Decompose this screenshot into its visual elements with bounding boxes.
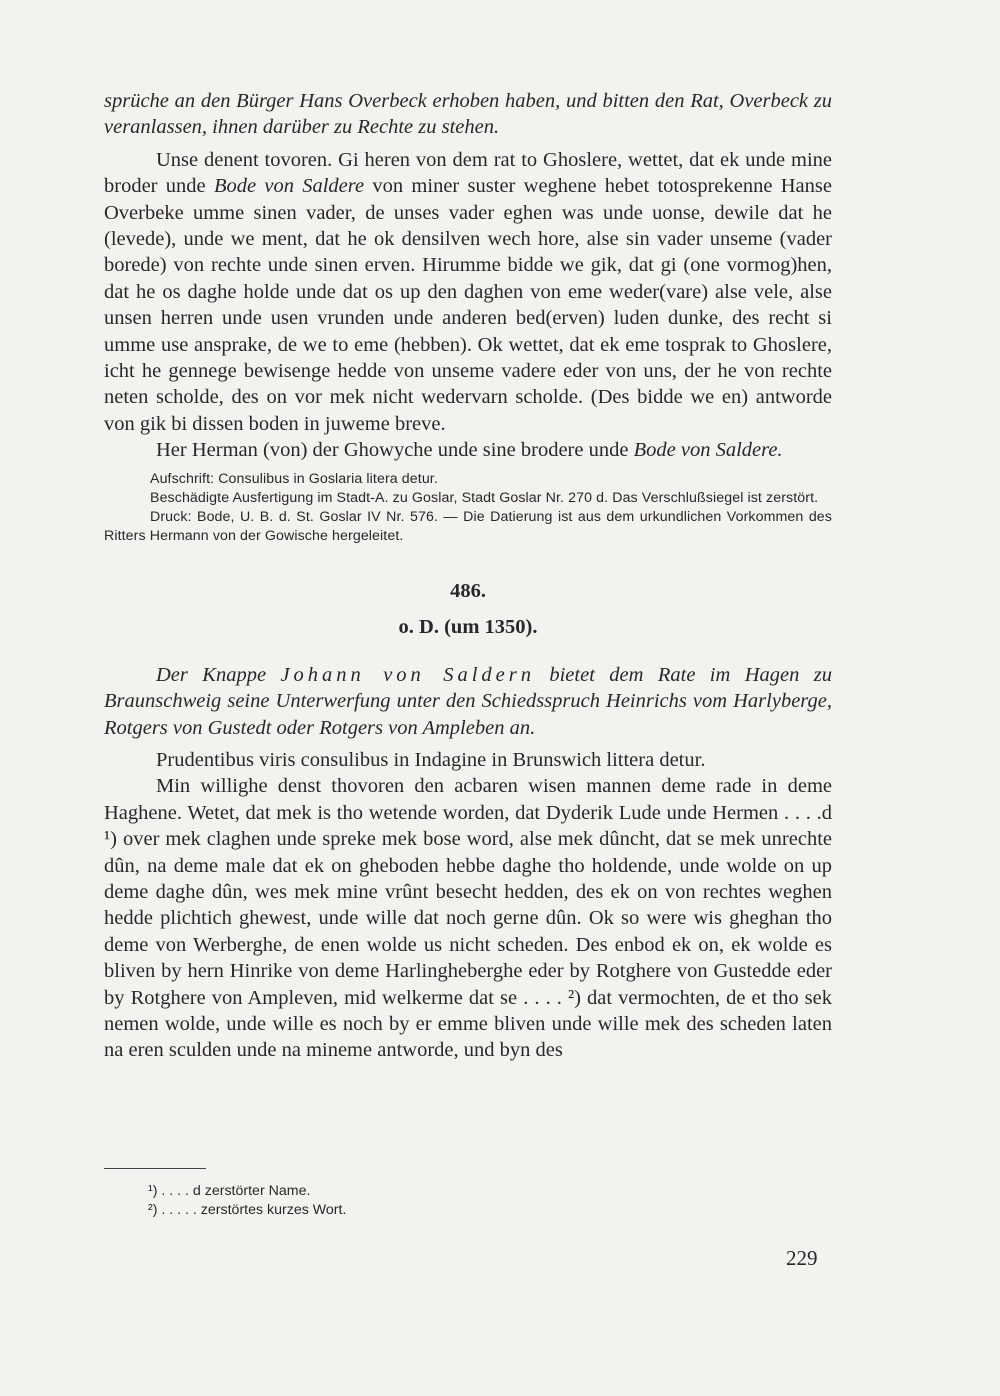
ausfertigung-note: Beschädigte Ausfertigung im Stadt-A. zu Goslar, Stadt Goslar Nr. 270 d. Das Verschlußsiegel ist zerstört. bbox=[150, 489, 819, 506]
footnote-1: ¹) . . . . d zerstörter Name. bbox=[148, 1183, 311, 1199]
druck-note: Druck: Bode, U. B. d. St. Goslar IV Nr. 576. — Die Datierung ist aus dem urkundlichen Vorkommen des Ritters Hermann von der Gowische hergeleitet. bbox=[104, 508, 832, 544]
page-number: 229 bbox=[786, 1246, 818, 1270]
footnote-rule bbox=[104, 1168, 206, 1169]
entry-body: Min willighe denst thovoren den acbaren wisen mannen deme rade in deme Haghene. Wetet, dat mek is tho wetende worden, dat Dyderik Lude unde Hermen . . . .d ¹) over mek claghen unde spreke mek bose word, alse mek dûncht, dat se mek unrechte dûn, na deme male dat ek on gheboden hebbe daghe tho holdende, unde wolde on up deme daghe dûn, wes mek mine vrûnt besecht hedden, des ek on von rechtes weghen hedde plichtich ghewest, unde wille dat noch gerne dûn. Ok so were wis gheghan tho deme von Werberghe, de enen wolde us nicht scheden. Des enbod ek on, ek wolde es bliven by hern Hinrike von deme Harlingheberghe eder by Rotghere von Gustedde eder by Rotghere von Ampleven, mid welkerme dat se . . . . ²) dat vermochten, de et tho sek nemen wolde, unde wille es noch by er emme bliven unde wille mek des scheden laten na eren sculden unde na mineme antworde, und byn des bbox=[104, 775, 832, 1062]
letter-paragraph-2 bbox=[104, 437, 832, 463]
summary-text-a: Der Knappe bbox=[156, 663, 281, 686]
intro-italic-text: sprüche an den Bürger Hans Overbeck erhoben haben, und bitten den Rat, Overbeck zu veranlassen, ihnen darüber zu Rechte zu stehen. bbox=[104, 90, 832, 139]
signature-name: Bode von Saldere. bbox=[633, 439, 783, 462]
letter-paragraph-1 bbox=[104, 147, 832, 437]
entry-number: 486. bbox=[450, 579, 486, 602]
footnotes bbox=[148, 1182, 748, 1220]
letter-text-b: von miner suster weghene hebet totosprekenne Hanse Overbeke umme sinen vader, de unses vader eghen was unde uonse, dewile dat he (levede), unde we ment, dat he ok densilven wech hore, alse sin vader unseme (vader borede) von rechte unde sinen erven. Hirumme bidde we gik, dat gi (one vormog)hen, dat he os daghe holde unde dat os up den daghen von eme weder(vare) alse vele, alse unsen herren unde usen vrunden unde anderen bed(erven) luden dunke, des recht si umme use ansprake, de we to eme (hebben). Ok wettet, dat ek eme tosprak to Ghoslere, icht he gennege bewisenge hedde von unseme vadere eder von uns, der he von rechte neten scholde, des on vor mek nicht wedervarn scholde. (Des bidde we en) antworde von gik bi dissen boden in juweme breve. bbox=[104, 175, 832, 435]
entry-date: o. D. (um 1350). bbox=[398, 615, 538, 638]
letter-text-a: Unse denent tovoren. Gi heren von dem rat to Ghoslere, wettet, dat ek unde mine broder unde bbox=[104, 148, 832, 198]
summary-name: Johann von Saldern bbox=[280, 663, 535, 686]
entry-summary bbox=[104, 662, 832, 741]
signature-text: Her Herman (von) der Ghowyche unde sine brodere unde bbox=[156, 439, 634, 462]
summary-text-b: bietet dem Rate im Hagen zu Braunschweig seine Unterwerfung unter den Schiedsspruch Heinrichs vom Harlyberge, Rotgers von Gustedt oder Rotgers von Ampleben an. bbox=[104, 663, 832, 739]
letter-name-bode: Bode von Saldere bbox=[213, 175, 365, 198]
aufschrift-note: Aufschrift: Consulibus in Goslaria litera detur. bbox=[150, 470, 438, 487]
entry-address: Prudentibus viris consulibus in Indagine in Brunswich littera detur. bbox=[156, 748, 706, 771]
footnote-2: ²) . . . . . zerstörtes kurzes Wort. bbox=[148, 1202, 347, 1218]
page-body bbox=[104, 88, 832, 1064]
